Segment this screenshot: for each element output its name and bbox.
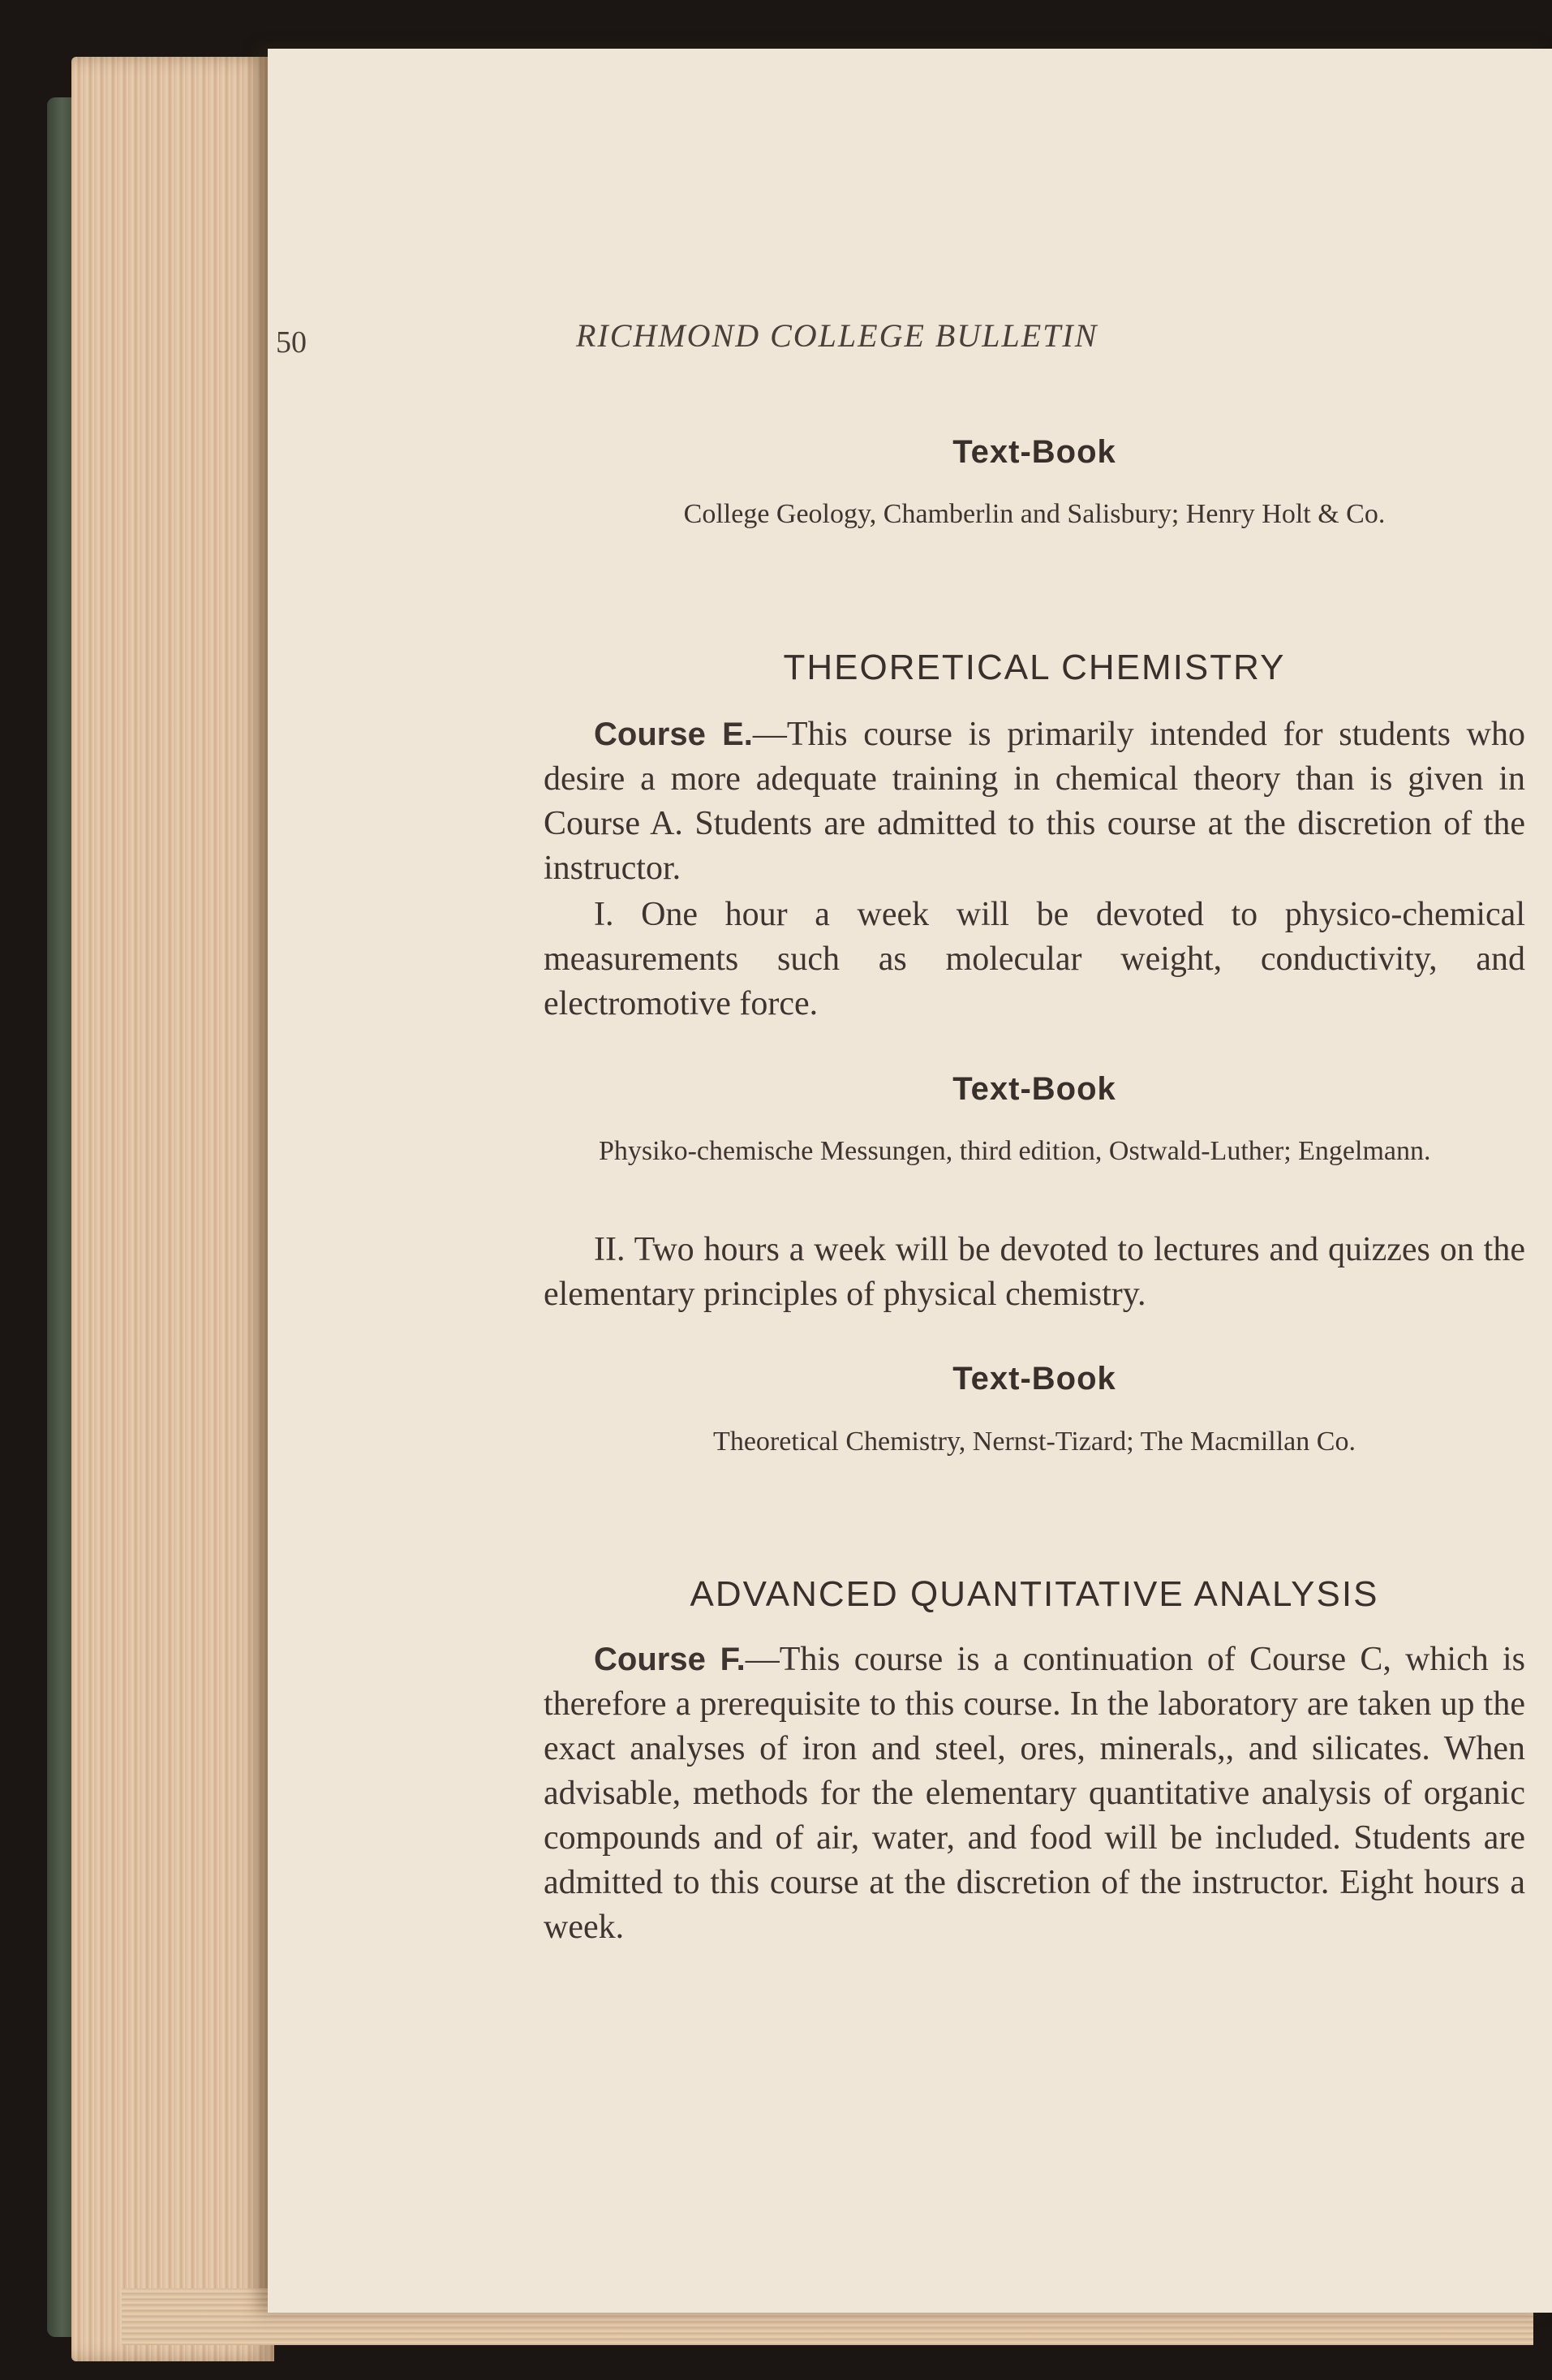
page-number: 50 (276, 325, 307, 359)
course-f-text: —This course is a continuation of Course C, which is therefore a prerequisite to this course. In the laboratory are taken up the exact analyses of iron and steel, ores, minerals,, and silicates. When advisable, methods for the elementary quantitative analysis of organic compounds and of air, water, and food will be included. Students are admitted to this course at the discretion of the instructor. Eight hours a week. (544, 1641, 1525, 1946)
textbook-ref-1: Physiko-chemische Messungen, third edition, Ostwald-Luther; Engelmann. (599, 1136, 1431, 1166)
geology-textbook-heading: Text-Book (952, 434, 1116, 470)
bulletin-title: RICHMOND COLLEGE BULLETIN (576, 317, 1098, 354)
geology-textbook-ref: College Geology, Chamberlin and Salisbury; Henry Holt & Co. (683, 499, 1386, 529)
advanced-analysis-title: ADVANCED QUANTITATIVE ANALYSIS (690, 1574, 1379, 1614)
page-edges (71, 57, 274, 2361)
part-two-paragraph: II. Two hours a week will be devoted to lectures and quizzes on the elementary principles of physical chemistry. (544, 1231, 1525, 1313)
book-page (268, 49, 1552, 2313)
running-head (276, 316, 1525, 365)
course-e-paragraph (544, 712, 1525, 891)
course-f-label: Course F. (594, 1642, 746, 1677)
theoretical-chemistry-title: THEORETICAL CHEMISTRY (783, 648, 1286, 687)
part-one-paragraph: I. One hour a week will be devoted to physico-chemical measurements such as molecular weight, conductivity, and electromotive force. (544, 896, 1525, 1022)
course-f-paragraph (544, 1638, 1525, 1950)
textbook-ref-2: Theoretical Chemistry, Nernst-Tizard; The Macmillan Co. (713, 1427, 1356, 1457)
course-e-label: Course E. (594, 717, 753, 752)
textbook-heading-2: Text-Book (952, 1361, 1116, 1397)
textbook-heading-1: Text-Book (952, 1071, 1116, 1107)
course-e-text: —This course is primarily intended for students who desire a more adequate training in chemical theory than is given in Course A. Students are admitted to this course at the discretion of the instructor. (544, 716, 1525, 887)
